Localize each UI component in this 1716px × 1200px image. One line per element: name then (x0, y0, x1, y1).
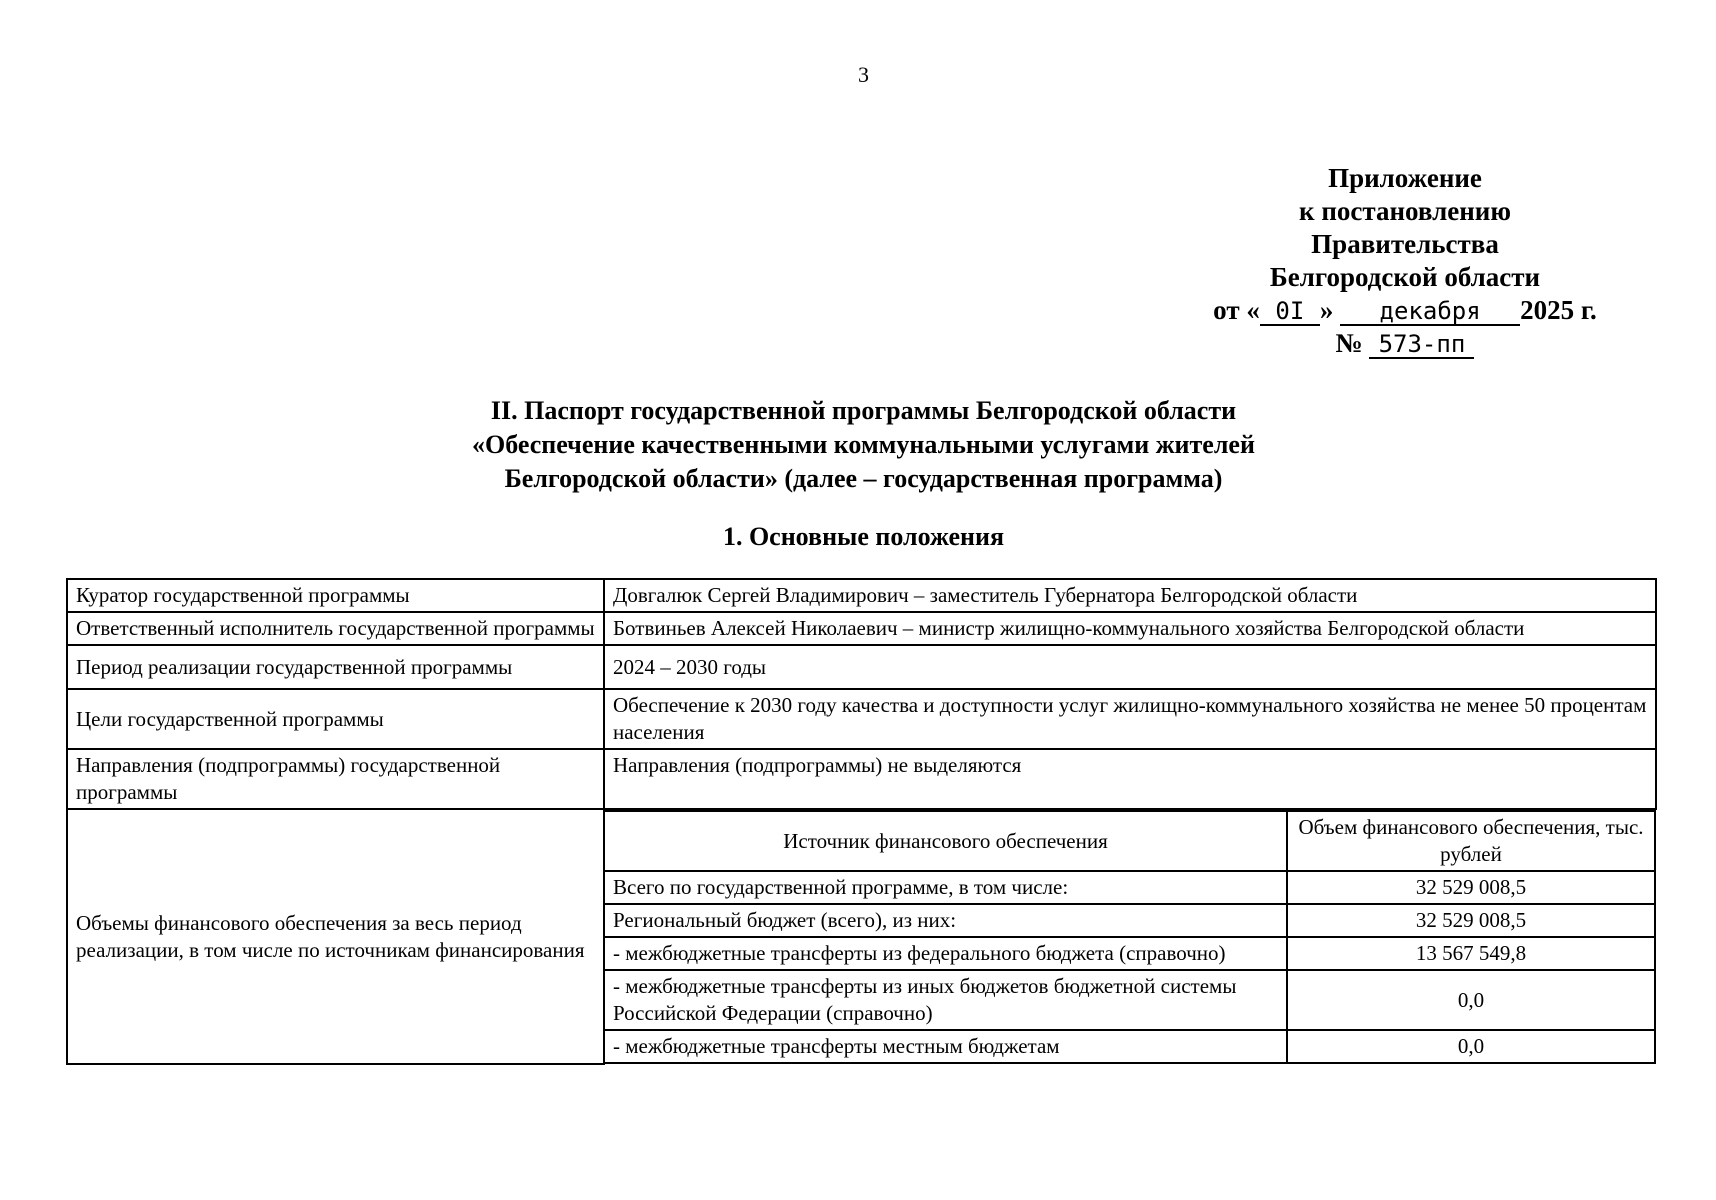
finance-header-row (605, 811, 1655, 871)
finance-source: - межбюджетные трансферты из федерального бюджета (справочно) (605, 937, 1287, 970)
finance-source: - межбюджетные трансферты местным бюджетам (605, 1030, 1287, 1063)
table-row (67, 749, 1656, 809)
row-value-curator: Довгалюк Сергей Владимирович – заместитель Губернатора Белгородской области (604, 579, 1656, 612)
row-label-finance: Объемы финансового обеспечения за весь период реализации, в том числе по источникам финансирования (67, 809, 604, 1064)
date-day-handwritten: 0I (1260, 298, 1320, 326)
page-number: 3 (858, 62, 869, 87)
section-title-line-2: «Обеспечение качественными коммунальными услугами жителей (472, 430, 1255, 459)
date-year: 2025 г. (1520, 295, 1597, 325)
finance-row (605, 970, 1655, 1030)
finance-row (605, 937, 1655, 970)
finance-volume: 32 529 008,5 (1287, 904, 1655, 937)
finance-source: - межбюджетные трансферты из иных бюджетов бюджетной системы Российской Федерации (справочно) (605, 970, 1287, 1030)
finance-volume: 0,0 (1287, 970, 1655, 1030)
finance-volume: 0,0 (1287, 1030, 1655, 1063)
section-title-line-1: II. Паспорт государственной программы Белгородской области (490, 396, 1237, 425)
section-title (0, 394, 1716, 496)
appendix-date (1210, 294, 1600, 327)
finance-header-source: Источник финансового обеспечения (605, 811, 1287, 871)
finance-table (605, 810, 1656, 1064)
table-row (67, 579, 1656, 612)
appendix-block (1210, 162, 1600, 360)
number-prefix: № (1335, 328, 1363, 358)
row-label-executor: Ответственный исполнитель государственной программы (67, 612, 604, 645)
appendix-line-resolution: к постановлению Правительства (1299, 196, 1511, 259)
subsection-title: 1. Основные положения (722, 522, 1005, 551)
table-row (67, 689, 1656, 749)
finance-row (605, 904, 1655, 937)
finance-source: Региональный бюджет (всего), из них: (605, 904, 1287, 937)
finance-volume: 13 567 549,8 (1287, 937, 1655, 970)
finance-nested-cell (604, 809, 1656, 1064)
appendix-number (1210, 327, 1600, 360)
finance-source: Всего по государственной программе, в том числе: (605, 871, 1287, 904)
finance-header-volume: Объем финансового обеспечения, тыс. рублей (1287, 811, 1655, 871)
row-label-curator: Куратор государственной программы (67, 579, 604, 612)
finance-volume: 32 529 008,5 (1287, 871, 1655, 904)
row-value-period: 2024 – 2030 годы (604, 645, 1656, 689)
row-label-goals: Цели государственной программы (67, 689, 604, 749)
appendix-line-region: Белгородской области (1269, 262, 1541, 292)
number-value-handwritten: 573-пп (1369, 331, 1474, 359)
row-value-executor: Ботвиньев Алексей Николаевич – министр жилищно-коммунального хозяйства Белгородской области (604, 612, 1656, 645)
passport-table (66, 578, 1657, 1065)
row-label-directions: Направления (подпрограммы) государственной программы (67, 749, 604, 809)
date-month-handwritten: декабря (1340, 298, 1520, 326)
table-row (67, 809, 1656, 1064)
finance-row (605, 1030, 1655, 1063)
appendix-title: Приложение (1328, 163, 1482, 193)
date-prefix: от « (1213, 295, 1260, 325)
finance-row (605, 871, 1655, 904)
row-value-goals: Обеспечение к 2030 году качества и доступности услуг жилищно-коммунального хозяйства не менее 50 процентам населения (604, 689, 1656, 749)
row-value-directions: Направления (подпрограммы) не выделяются (604, 749, 1656, 809)
row-label-period: Период реализации государственной программы (67, 645, 604, 689)
section-title-line-3: Белгородской области» (далее – государственная программа) (504, 464, 1223, 493)
table-row (67, 612, 1656, 645)
date-mid: » (1319, 295, 1334, 325)
table-row (67, 645, 1656, 689)
